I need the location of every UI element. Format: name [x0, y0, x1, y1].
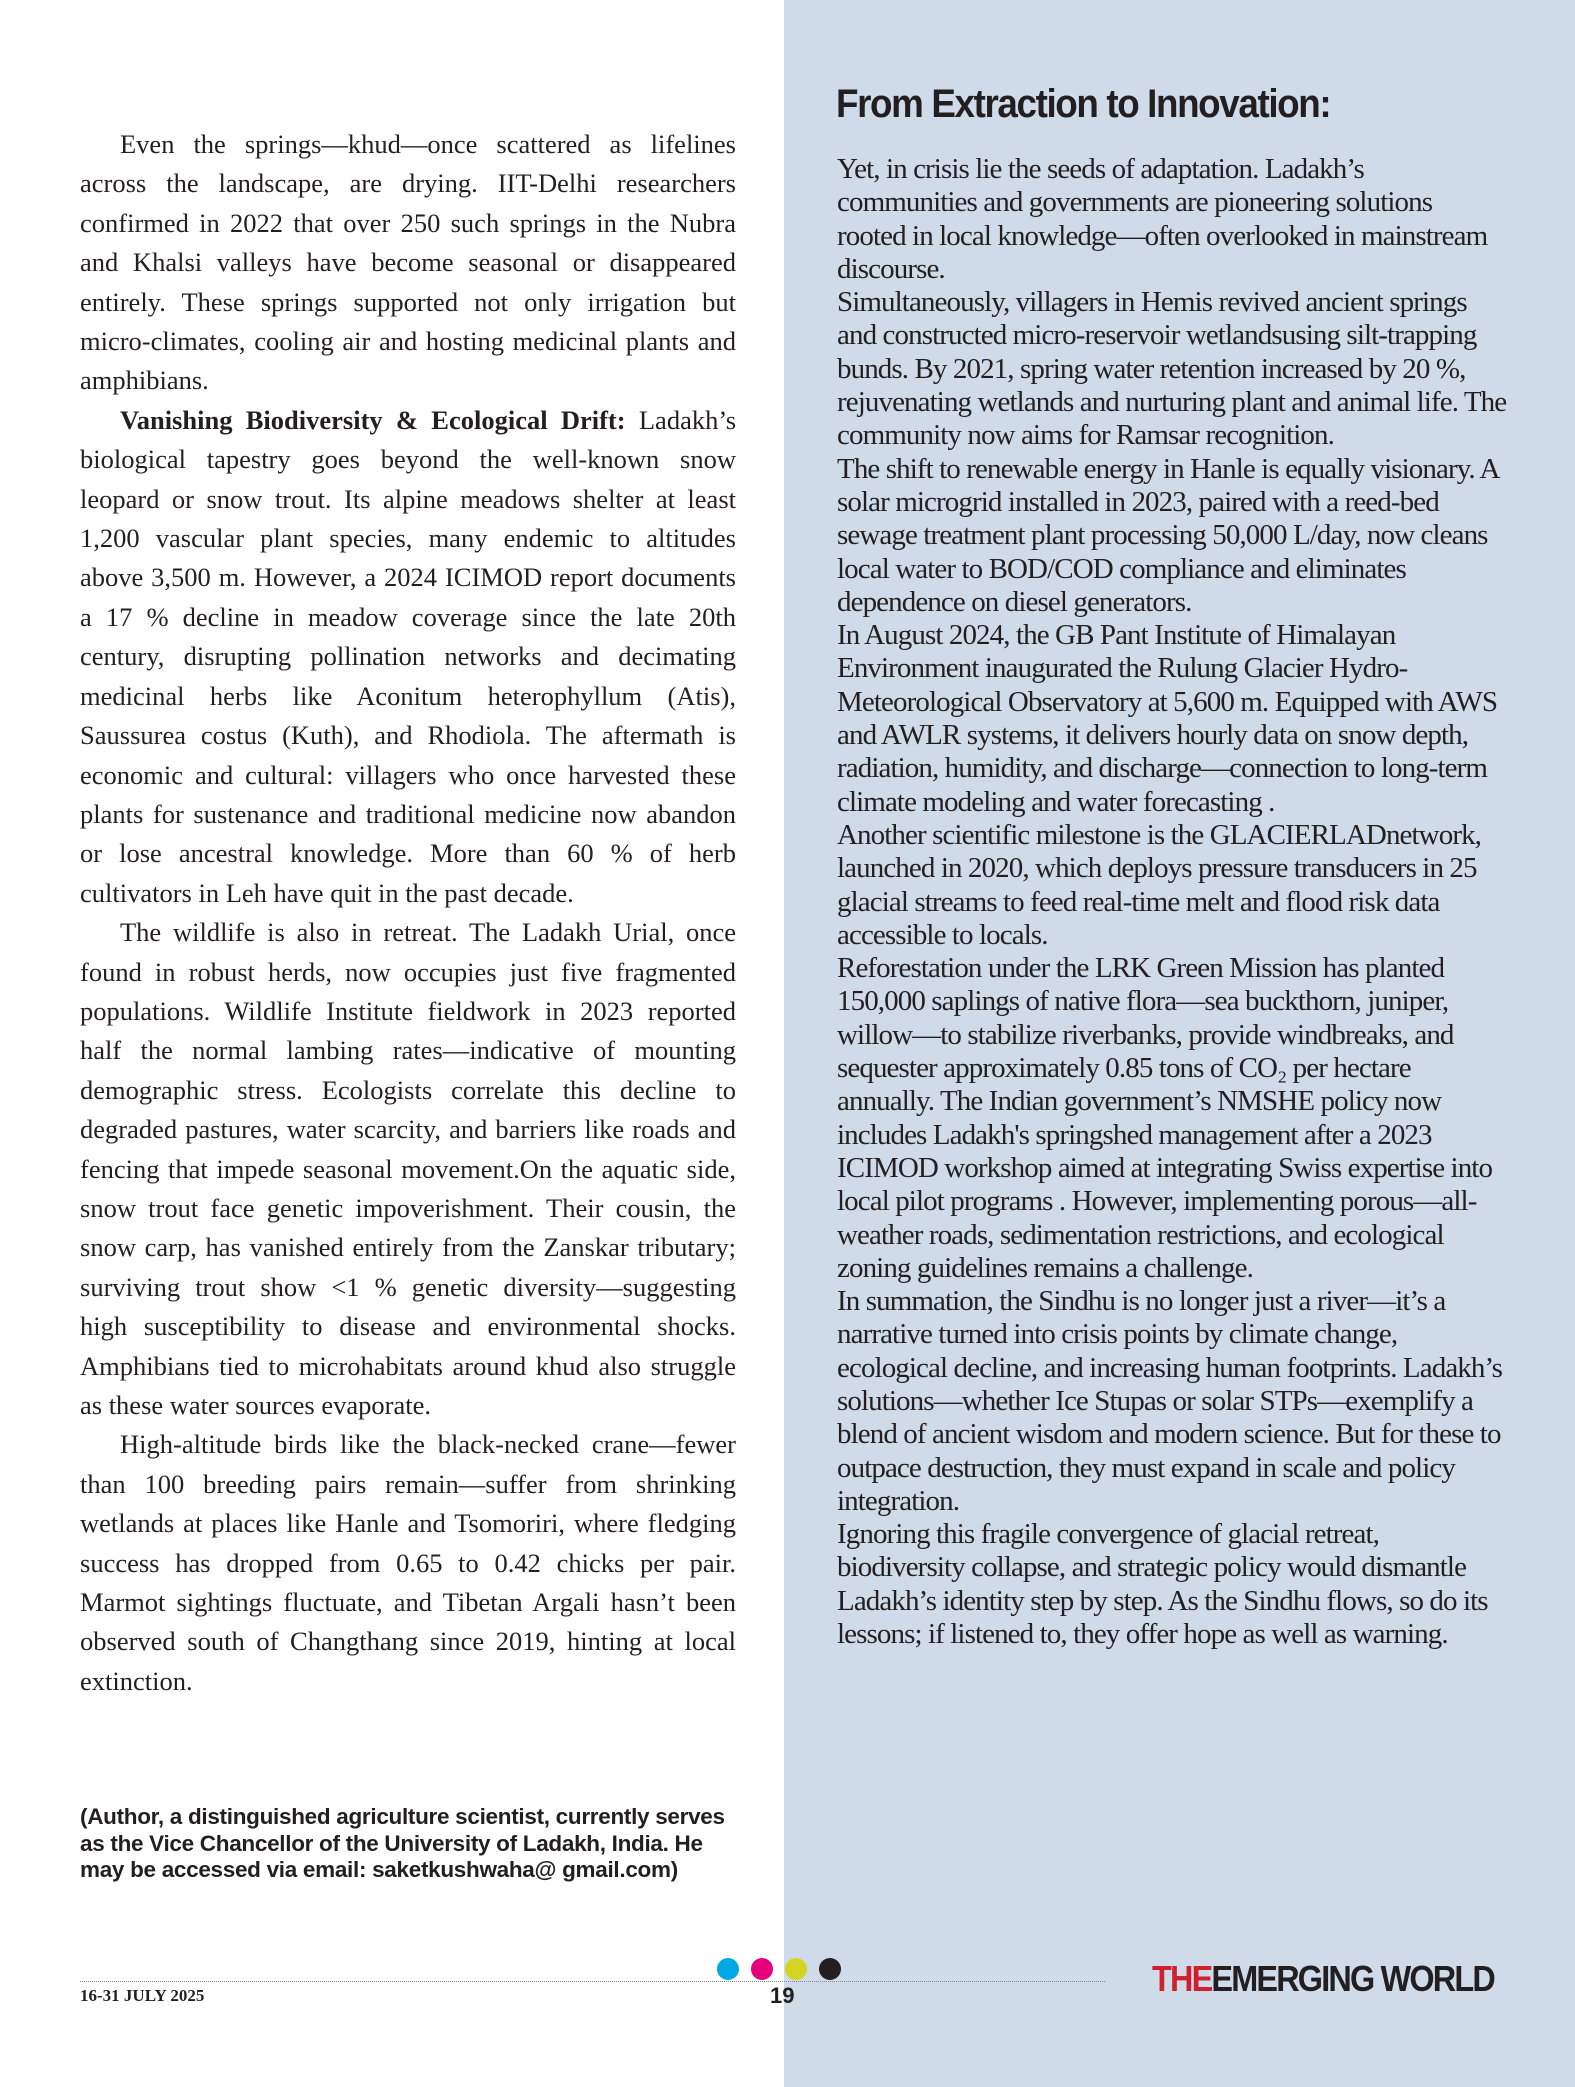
sidebar-paragraph: Reforestation under the LRK Green Mission has planted 150,000 saplings of native flora—sea buckthorn, juniper, willow—to stabilize riverbanks, provide windbreaks, and sequester approximately 0.85 tons of CO₂ per hectare annually. The Indian government’s NMSHE policy now includes Ladakh's springshed management after a 2023 ICIMOD workshop aimed at integrating Swiss expertise into local pilot programs . However, implementing porous—all-weather roads, sedimentation restrictions, and ecological zoning guidelines remains a challenge.	[837, 952, 1493, 1284]
page-number: 19	[770, 1983, 795, 2008]
paragraph-wildlife: The wildlife is also in retreat. The Ladakh Urial, once found in robust herds, now occupies just five fragmented populations. Wildlife Institute fieldwork in 2023 reported half the normal lambing rates—indicative of mounting demographic stress. Ecologists correlate this decline to degraded pastures, water scarcity, and barriers like roads and fencing that impede seasonal movement.On the aquatic side, snow trout face genetic impoverishment. Their cousin, the snow carp, has vanished entirely from the Zanskar tributary; surviving trout show <1 % genetic diversity—suggesting high susceptibility to disease and environmental shocks. Amphibians tied to microhabitats around khud also struggle as these water sources evaporate.	[80, 917, 736, 1420]
sidebar-paragraph: In August 2024, the GB Pant Institute of Himalayan Environment inaugurated the Rulung Glacier Hydro-Meteorological Observatory at 5,600 m. Equipped with AWS and AWLR systems, it delivers hourly data on snow depth, radiation, humidity, and discharge—connection to long-term climate modeling and water forecasting .	[837, 619, 1498, 818]
paragraph-biodiversity	[80, 401, 736, 913]
cyan-dot	[717, 1958, 739, 1980]
sidebar-paragraph: Simultaneously, villagers in Hemis revived ancient springs and constructed micro-reservoir wetlandsusing silt-trapping bunds. By 2021, spring water retention increased by 20 %, rejuvenating wetlands and nurturing plant and animal life. The community now aims for Ramsar recognition.	[837, 286, 1507, 452]
yellow-dot	[785, 1958, 807, 1980]
sidebar-paragraph: Yet, in crisis lie the seeds of adaptation. Ladakh’s communities and governments are pioneering solutions rooted in local knowledge—often overlooked in mainstream discourse.	[837, 153, 1488, 285]
paragraph-birds: High-altitude birds like the black-necked crane—fewer than 100 breeding pairs remain—suffer from shrinking wetlands at places like Hanle and Tsomoriri, where fledging success has dropped from 0.65 to 0.42 chicks per pair. Marmot sightings fluctuate, and Tibetan Argali hasn’t been observed south of Changthang since 2019, hinting at local extinction.	[80, 1429, 736, 1696]
sidebar-paragraph: Ignoring this fragile convergence of glacial retreat, biodiversity collapse, and strategic policy would dismantle Ladakh’s identity step by step. As the Sindhu flows, so do its lessons; if listened to, they offer hope as well as warning.	[837, 1518, 1488, 1651]
biodiversity-text: Ladakh’s biological tapestry goes beyond the well-known snow leopard or snow trout. Its alpine meadows shelter at least 1,200 vascular plant species, many endemic to altitudes above 3,500 m. However, a 2024 ICIMOD report documents a 17 % decline in meadow coverage since the late 20th century, disrupting pollination networks and decimating medicinal herbs like Aconitum heterophyllum (Atis), Saussurea costus (Kuth), and Rhodiola. The aftermath is economic and cultural: villagers who once harvested these plants for sustenance and traditional medicine now abandon or lose ancestral knowledge. More than 60 % of herb cultivators in Leh have quit in the past decade.	[80, 404, 737, 908]
registration-dots	[717, 1958, 841, 1980]
biodiversity-heading: Vanishing Biodiversity & Ecological Drift:	[120, 404, 626, 435]
paragraph-springs: Even the springs—khud—once scattered as lifelines across the landscape, are drying. IIT-Delhi researchers confirmed in 2022 that over 250 such springs in the Nubra and Khalsi valleys have become seasonal or disappeared entirely. These springs supported not only irrigation but micro-climates, cooling air and hosting medicinal plants and amphibians.	[80, 129, 736, 396]
sidebar-text-column	[837, 153, 1507, 1651]
author-note: (Author, a distinguished agriculture scientist, currently serves as the Vice Chancellor of the University of Ladakh, India. He may be accessed via email: saketkushwaha@ gmail.com)	[80, 1804, 725, 1882]
logo-the: THE	[1152, 1958, 1212, 1999]
sidebar-paragraph: Another scientific milestone is the GLACIERLADnetwork, launched in 2020, which deploys pressure transducers in 25 glacial streams to feed real-time melt and flood risk data accessible to locals.	[837, 818, 1482, 951]
magenta-dot	[751, 1958, 773, 1980]
publication-logo	[1152, 1958, 1494, 2000]
footer-divider	[80, 1981, 1105, 1982]
logo-emerging-world: EMERGING WORLD	[1211, 1958, 1494, 1999]
left-article-column	[80, 125, 736, 1701]
issue-date: 16-31 JULY 2025	[80, 1986, 205, 2005]
black-dot	[819, 1958, 841, 1980]
sidebar-paragraph: The shift to renewable energy in Hanle is equally visionary. A solar microgrid installed in 2023, paired with a reed-bed sewage treatment plant processing 50,000 L/day, now cleans local water to BOD/COD compliance and eliminates dependence on diesel generators.	[837, 452, 1498, 618]
sidebar-title: From Extraction to Innovation:	[836, 82, 1331, 126]
sidebar-paragraph: In summation, the Sindhu is no longer just a river—it’s a narrative turned into crisis points by climate change, ecological decline, and increasing human footprints. Ladakh’s solutions—whether Ice Stupas or solar STPs—exemplify a blend of ancient wisdom and modern science. But for these to outpace destruction, they must expand in scale and policy integration.	[837, 1285, 1503, 1517]
